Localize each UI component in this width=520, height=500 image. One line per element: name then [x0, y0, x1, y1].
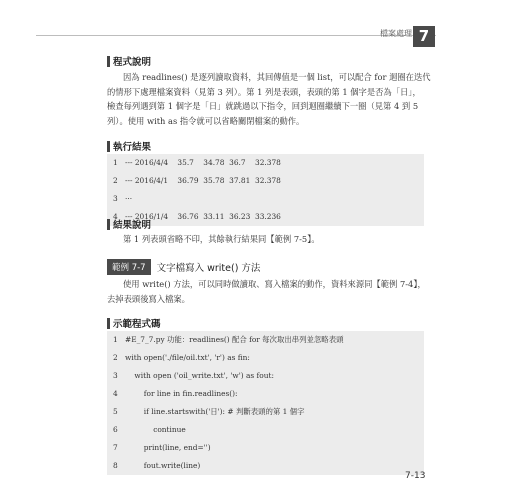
section-heading-program-explanation	[107, 54, 151, 68]
example-heading	[107, 259, 260, 275]
section-heading-text: 程式說明	[113, 57, 152, 68]
line-number: 8	[113, 461, 118, 470]
result-text: --- 2016/1/4 36.76 33.11 36.23 33.236	[125, 212, 281, 221]
section-marker-icon	[107, 318, 110, 329]
sample-code-box	[107, 331, 424, 475]
execution-result-box	[107, 154, 424, 226]
code-row	[107, 367, 424, 385]
paragraph-line: 因為 readlines() 是逐列讀取資料，其回傳值是一個 list，可以配合 for 迴圈在迭代	[123, 72, 431, 82]
line-number: 1	[113, 335, 118, 344]
code-text: if line.startswith('日'): # 判斷表頭的第 1 個字	[125, 407, 305, 416]
code-row	[107, 439, 424, 457]
example-badge: 範例 7-7	[107, 259, 151, 275]
section-heading-text: 執行結果	[113, 142, 152, 153]
chapter-title: 檔案處理	[380, 29, 412, 38]
section-marker-icon	[107, 219, 110, 230]
code-row	[107, 421, 424, 439]
line-number: 2	[113, 353, 118, 362]
result-row	[107, 208, 424, 226]
line-number: 5	[113, 407, 118, 416]
line-number: 4	[113, 212, 118, 221]
result-explanation-paragraph	[107, 232, 423, 247]
paragraph-line: 的情形下處理檔案資料（見第 3 列）。第 1 列是表頭，表頭的第 1 個字是否為「日」，	[107, 86, 421, 97]
line-number: 3	[113, 194, 118, 203]
code-row	[107, 349, 424, 367]
result-row	[107, 154, 424, 172]
section-heading-result-explanation	[107, 217, 151, 231]
result-text: --- 2016/4/4 35.7 34.78 36.7 32.378	[125, 158, 281, 167]
code-row	[107, 457, 424, 475]
line-number: 1	[113, 158, 118, 167]
code-text: with open('./file/oil.txt', 'r') as fin:	[125, 353, 250, 362]
result-row	[107, 172, 424, 190]
section-heading-text: 結果說明	[113, 220, 152, 231]
section-marker-icon	[107, 141, 110, 152]
chapter-number-tab: 7	[413, 26, 435, 47]
code-text: continue	[125, 425, 186, 434]
code-row	[107, 403, 424, 421]
paragraph-line: 檢查每列遇到第 1 個字是「日」就跳過以下指令，回到迴圈繼續下一圈（見第 4 到 5	[107, 101, 419, 112]
result-text: ···	[125, 194, 133, 203]
header-rule	[36, 35, 436, 36]
section-marker-icon	[107, 56, 110, 67]
section-heading-execution-result	[107, 139, 151, 153]
line-number: 3	[113, 371, 118, 380]
line-number: 4	[113, 389, 118, 398]
program-explanation-paragraph	[107, 70, 431, 128]
example-title: 文字檔寫入 write() 方法	[156, 263, 261, 274]
code-text: #E_7_7.py 功能：readlines() 配合 for 每次取出串列並忽略表頭	[125, 335, 344, 344]
result-text: --- 2016/4/1 36.79 35.78 37.81 32.378	[125, 176, 281, 185]
paragraph-line: 去掉表頭後寫入檔案。	[107, 293, 190, 304]
section-heading-text: 示範程式碼	[113, 319, 161, 330]
line-number: 2	[113, 176, 118, 185]
code-text: for line in fin.readlines():	[125, 389, 238, 398]
code-text: with open ('oil_write.txt', 'w') as fout:	[125, 371, 274, 380]
code-row	[107, 385, 424, 403]
page-number: 7-13	[405, 471, 426, 481]
paragraph-line: 第 1 列表頭省略不印，其餘執行結果同【範例 7-5】。	[123, 234, 320, 244]
example-description-paragraph	[107, 277, 426, 306]
result-row	[107, 190, 424, 208]
paragraph-line: 列）。使用 with as 指令就可以省略關閉檔案的動作。	[107, 115, 305, 126]
line-number: 7	[113, 443, 118, 452]
code-text: fout.write(line)	[125, 461, 201, 470]
section-heading-sample-code	[107, 316, 161, 330]
line-number: 6	[113, 425, 118, 434]
code-text: print(line, end='')	[125, 443, 211, 452]
paragraph-line: 使用 write() 方法，可以同時做讀取、寫入檔案的動作，資料來源同【範例 7-4】，	[123, 279, 426, 289]
code-row	[107, 331, 424, 349]
